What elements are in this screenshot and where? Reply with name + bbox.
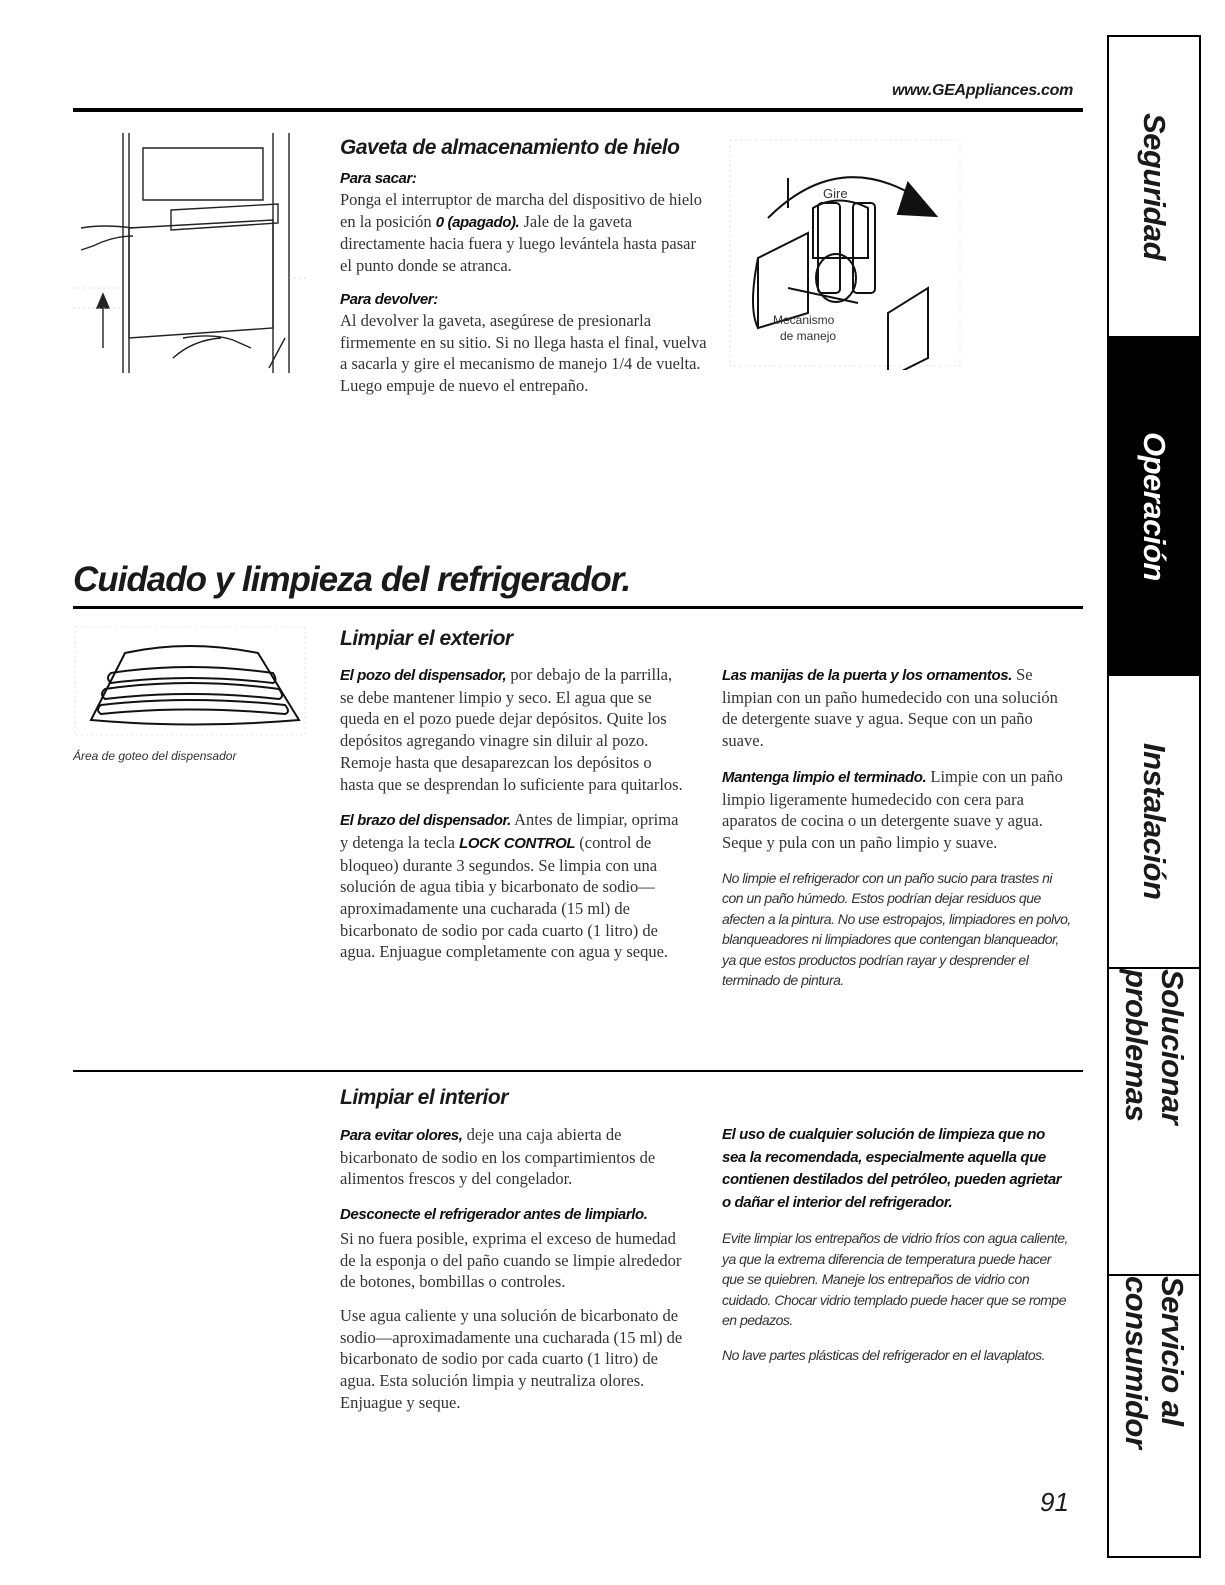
remove-text: Ponga el interruptor de marcha del dispositivo de hielo en la posición 0 (apagado). Jale de la gaveta directamente hacia fuera y luego levántela hasta pasar el punto donde se atranca.: [340, 190, 702, 276]
lock-control-key: LOCK CONTROL: [459, 834, 576, 852]
interior-col-left: [340, 1124, 685, 1427]
dishwasher-note: No lave partes plásticas del refrigerador en el lavaplatos.: [722, 1346, 1046, 1363]
return-label: Para devolver:: [340, 290, 438, 308]
return-text: Al devolver la gaveta, asegúrese de presionarla firmemente en su sitio. Si no llega hasta el final, vuelva a sacarla y gire el mecanismo de manejo 1/4 de vuelta. Luego empuje de nuevo el entrepaño.: [340, 310, 707, 395]
tab-servicio-consumidor[interactable]: Servicio al consumidor: [1119, 1276, 1190, 1449]
exterior-title: Limpiar el exterior: [340, 627, 513, 650]
remove-label: Para sacar:: [340, 170, 417, 187]
door-handles-paragraph: Las manijas de la puerta y los ornamentos. Se limpian con un paño humedecido con una solución de detergente suave y agua. Seque con un paño suave.: [722, 665, 1058, 751]
mechanism-label-line2: de manejo: [780, 329, 837, 343]
dispenser-well-paragraph: El pozo del dispensador, por debajo de la parrilla, se debe mantener limpio y seco. El agua que se queda en el pozo puede dejar depósitos. Quite los depósitos agregando vinagre sin diluir al pozo. Remoje hasta que desaparezcan los depósitos o hasta que se desprendan lo suficiente para quitarlos.: [340, 665, 683, 794]
dispenser-arm-paragraph: El brazo del dispensador. Antes de limpiar, oprima y detenga la tecla LOCK CONTROL (control de bloqueo) durante 3 segundos. Se limpia con una solución de agua tibia y bicarbonato de sodio—aproximadamente una cucharada (15 ml) de bicarbonato de sodio por cada cuarto (1 litro) de agua. Enjuague completamente con agua y seque.: [340, 810, 679, 962]
avoid-odors-paragraph: Para evitar olores, deje una caja abierta de bicarbonato de sodio en los compartimientos de alimentos frescos y del congelador.: [340, 1125, 656, 1189]
tab-seguridad[interactable]: Seguridad: [1109, 37, 1199, 338]
ice-drawer-illustration: [73, 128, 308, 378]
care-title-rule: [73, 606, 1083, 609]
exterior-note: No limpie el refrigerador con un paño sucio para trastes ni con un paño húmedo. Estos podrían dejar residuos que afecten a la pintura. No use estropajos, limpiadores en polvo, blanqueadores ni limpiadores que contengan blanqueador, ya que estos productos podrían rayar y desprender el terminado de pintura.: [722, 869, 1071, 989]
header-rule: [73, 108, 1083, 112]
exterior-col-right: [722, 664, 1072, 1005]
exterior-col-left: [340, 664, 685, 977]
mechanism-label-line1: Mecanismo: [773, 313, 835, 327]
tab-instalacion[interactable]: Instalación: [1109, 676, 1199, 969]
keep-finish-clean-paragraph: Mantenga limpio el terminado. Limpie con un paño limpio ligeramente humedecido con cera para aparatos de cocina o un detergente suave y agua. Seque y pula con un paño limpio y suave.: [722, 766, 1063, 852]
interior-col-right: [722, 1124, 1072, 1379]
interior-warning: El uso de cualquier solución de limpieza que no sea la recomendada, especialmente aquella que contienen destilados del petróleo, pueden agrietar o dañar el interior del refrigerador.: [722, 1126, 1062, 1211]
off-position-label: 0 (apagado).: [435, 213, 520, 231]
drip-area-illustration: [73, 625, 308, 740]
warm-water-paragraph: Use agua caliente y una solución de bicarbonato de sodio—aproximadamente una cucharada (15 ml) de bicarbonato de sodio por cada cuarto (1 litro) de agua. Esta solución limpia y neutraliza olores. Enjuague y seque.: [340, 1305, 683, 1412]
unplug-paragraph: Desconecte el refrigerador antes de limpiarlo. Si no fuera posible, exprima el exceso de humedad de la esponja o del paño cuando se limpie alrededor de botones, bombillas o controles.: [340, 1206, 682, 1292]
turn-label: Gire: [823, 186, 848, 201]
header-url: www.GEAppliances.com: [891, 82, 1073, 99]
tab-operacion[interactable]: Operación: [1109, 338, 1199, 676]
drive-mechanism-illustration: [728, 138, 964, 370]
glass-shelves-note: Evite limpiar los entrepaños de vidrio fríos con agua caliente, ya que la extrema diferencia de temperatura puede hacer que se quiebren. Maneje los entrepaños de vidrio con cuidado. Chocar vidrio templado puede hacer que se rompe en pedazos.: [722, 1230, 1068, 1328]
ice-section-title: Gaveta de almacenamiento de hielo: [340, 136, 680, 159]
tab-solucionar-problemas[interactable]: Solucionar problemas: [1109, 969, 1199, 1276]
section-tabs: [1107, 35, 1201, 1558]
drip-area-caption: Área de goteo del dispensador: [73, 749, 237, 763]
page-number: 91: [1040, 1487, 1069, 1517]
care-title: Cuidado y limpieza del refrigerador.: [73, 560, 631, 599]
interior-title: Limpiar el interior: [340, 1086, 508, 1109]
interior-divider: [73, 1070, 1083, 1072]
ice-section: [340, 136, 710, 411]
